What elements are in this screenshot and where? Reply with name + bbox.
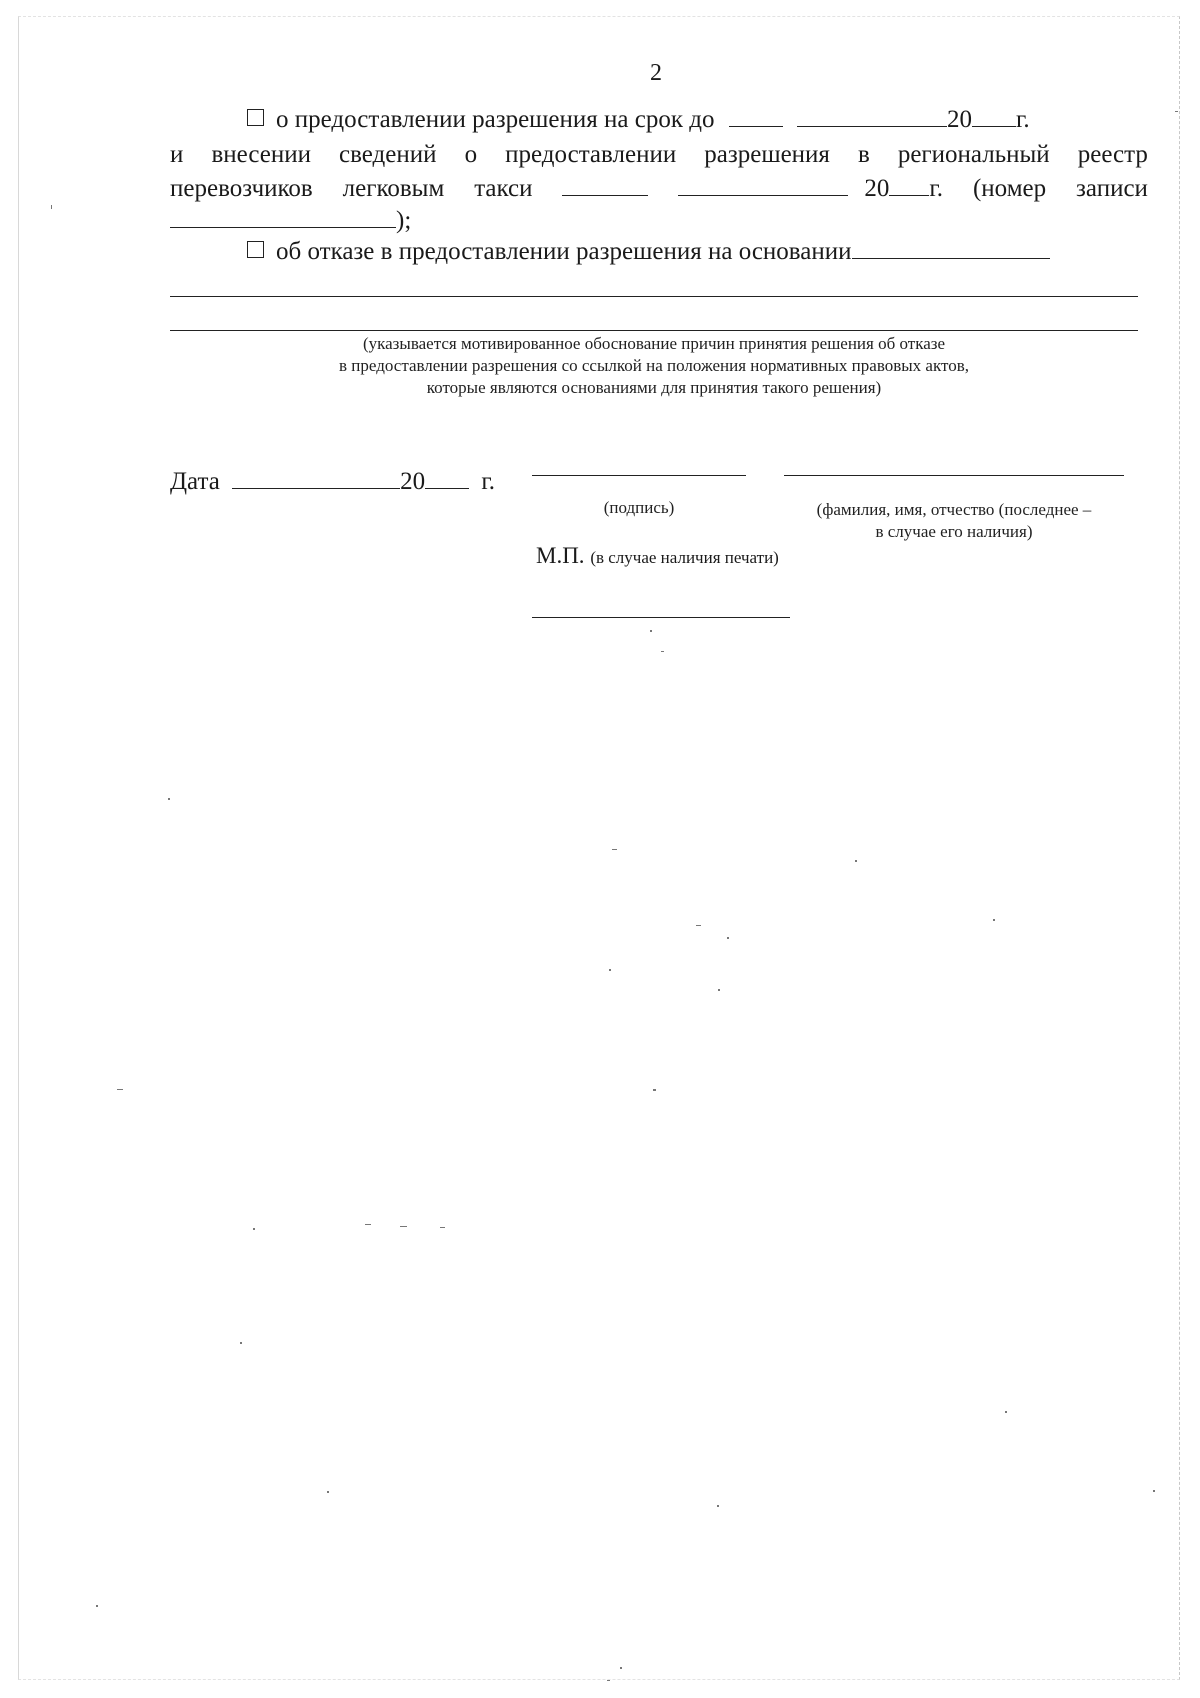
grant-month-blank[interactable] [797,104,947,127]
registry-year-blank[interactable] [889,173,929,196]
signature-line[interactable] [532,475,746,476]
stamp-row [536,543,779,569]
date-label: Дата [170,468,220,495]
full-name-line[interactable] [784,475,1124,476]
refuse-option-line [247,236,1050,268]
refuse-checkbox[interactable] [247,241,264,258]
scan-speck [661,651,664,652]
scan-speck [1153,1490,1155,1492]
word: внесении [211,141,311,168]
registry-date-group [678,173,943,205]
grant-day-blank[interactable] [729,104,783,127]
refusal-note-line: которые являются основаниями для принятия такого решения) [426,378,882,397]
scan-speck [609,969,611,971]
signature-caption: (подпись) [603,498,675,517]
scan-speck [620,1667,622,1669]
record-number-blank[interactable] [170,205,396,228]
registry-year-prefix: 20 [864,175,890,202]
registry-year-suffix: г. [929,175,944,202]
grant-option-line-4 [170,205,411,237]
scan-speck [718,989,720,991]
word: сведений [339,141,437,168]
name-caption-line: в случае его наличия) [875,522,1033,541]
date-year-blank[interactable] [425,466,469,489]
scan-speck [607,1680,610,1681]
scan-speck [365,1224,371,1225]
scan-speck [440,1227,445,1228]
word: реестр [1077,141,1148,168]
record-number-suffix: ); [396,207,412,234]
scan-speck [727,937,729,939]
grant-year-blank[interactable] [972,104,1016,127]
word: предоставлении [505,141,677,168]
refusal-note-line: в предоставлении разрешения со ссылкой на положения нормативных правовых актов, [339,356,969,375]
scan-speck [96,1605,98,1607]
grant-year-prefix: 20 [946,106,972,133]
refuse-reason-blank[interactable] [852,236,1050,259]
word: (номер [972,175,1047,202]
scan-speck [855,860,857,862]
stamp-signature-line[interactable] [532,617,790,618]
stamp-note: (в случае наличия печати) [590,548,779,567]
word: записи [1076,175,1148,202]
date-row [170,466,495,498]
refuse-reason-line-3[interactable] [170,330,1138,331]
date-day-month-blank[interactable] [232,466,400,489]
scan-speck [653,1089,656,1091]
refuse-option-text: об отказе в предоставлении разрешения на основании [276,238,852,265]
scan-speck [51,205,52,209]
word: такси [474,175,533,202]
word: перевозчиков [170,175,313,202]
refusal-note [170,333,1138,399]
scan-speck [696,925,701,926]
stamp-label: М.П. [536,543,585,568]
word: и [170,141,184,168]
grant-option-line-3 [170,173,1148,205]
word: легковым [342,175,445,202]
word: в [857,141,870,168]
scan-speck [993,919,995,921]
grant-option-line-1 [247,104,1030,136]
registry-day-blank[interactable] [562,173,648,196]
scan-speck [612,849,617,850]
refuse-reason-line-2[interactable] [170,296,1138,297]
grant-year-suffix: г. [1015,106,1030,133]
scan-speck [240,1342,242,1344]
grant-option-line-2 [170,139,1148,171]
scan-speck [168,798,170,800]
scan-speck [117,1089,123,1090]
word: разрешения [704,141,830,168]
scan-speck [1005,1411,1007,1413]
page-number: 2 [650,60,662,86]
name-caption-line: (фамилия, имя, отчество (последнее – [816,500,1092,519]
scan-speck [717,1505,719,1507]
scan-speck [650,630,652,632]
registry-month-blank[interactable] [678,173,848,196]
scan-speck [253,1228,255,1230]
scan-speck [327,1491,329,1493]
date-year-suffix: г. [481,468,496,495]
name-caption [784,499,1124,543]
date-year-prefix: 20 [400,468,426,495]
grant-option-text: о предоставлении разрешения на срок до [276,106,715,133]
grant-checkbox[interactable] [247,109,264,126]
scan-speck [400,1226,407,1227]
word: о [464,141,478,168]
refusal-note-line: (указывается мотивированное обоснование причин принятия решения об отказе [362,334,946,353]
scan-speck [1175,111,1178,112]
word: региональный [897,141,1050,168]
